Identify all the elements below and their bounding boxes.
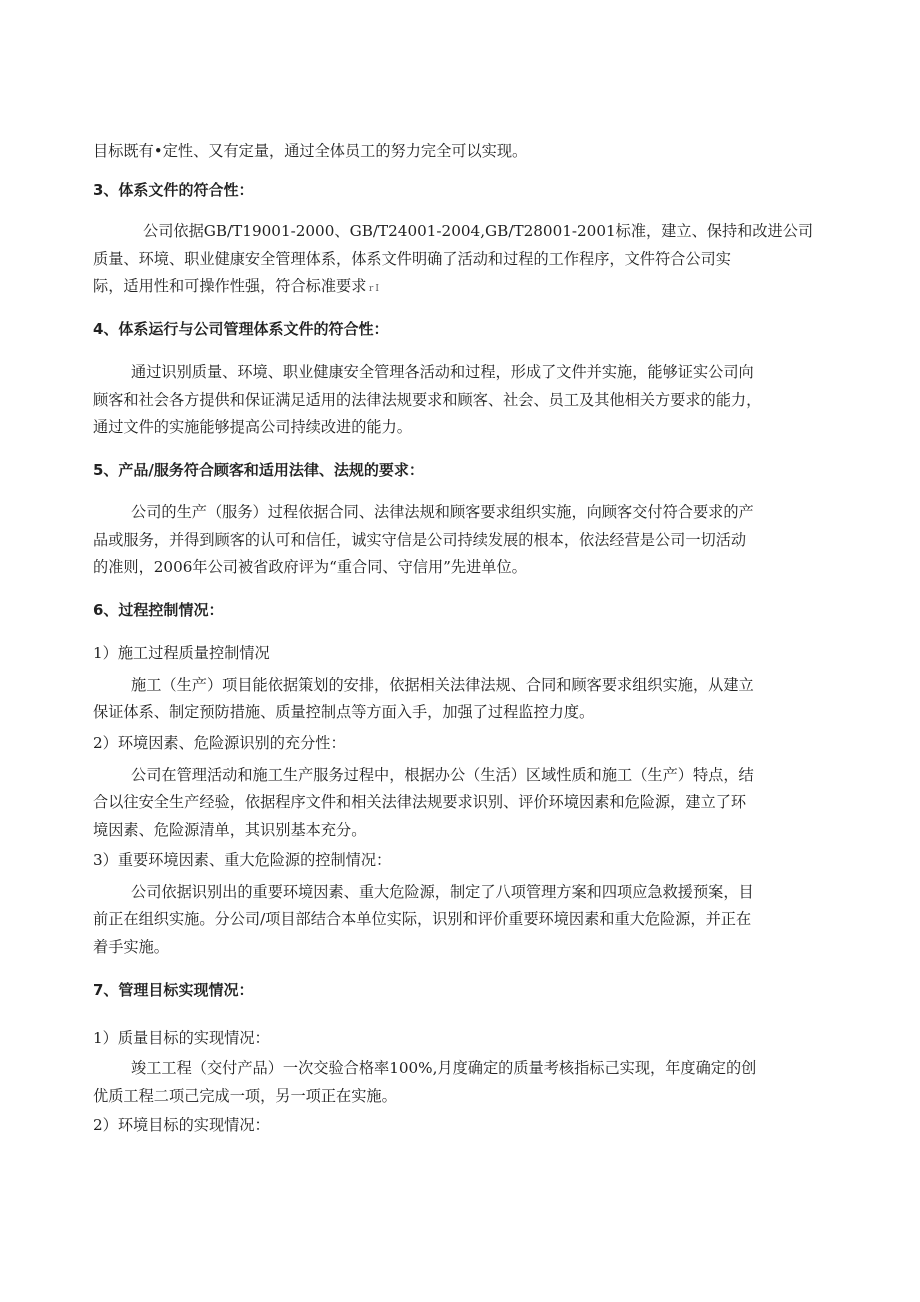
section-4-line-1: 通过识别质量、环境、职业健康安全管理各活动和过程，形成了文件并实施，能够证实公司向 — [131, 363, 754, 381]
intro-paragraph-line: 目标既有•定性、又有定量，通过全体员工的努力完全可以实现。 — [93, 142, 528, 160]
section-3-line-3-text: 际，适用性和可操作性强，符合标准要求 — [93, 277, 367, 295]
section-5-line-1: 公司的生产（服务）过程依据合同、法律法规和顾客要求组织实施，向顾客交付符合要求的产 — [131, 503, 754, 521]
section-6-heading: 6、过程控制情况： — [93, 601, 224, 619]
section-6-p3-line-2: 前正在组织实施。分公司/项目部结合本单位实际，识别和评价重要环境因素和重大危险源，并正在 — [93, 910, 752, 928]
section-4-heading: 4、体系运行与公司管理体系文件的符合性： — [93, 320, 389, 338]
section-5-line-2: 品或服务，并得到顾客的认可和信任，诚实守信是公司持续发展的根本，依法经营是公司一切活动 — [93, 531, 747, 549]
section-3-line-1: 公司依据GB/T19001-2000、GB/T24001-2004,GB/T28001-2001标准，建立、保持和改进公司 — [143, 222, 814, 240]
section-7-subheading-2: 2）环境目标的实现情况： — [93, 1116, 270, 1134]
section-7-heading: 7、管理目标实现情况： — [93, 981, 254, 999]
section-6-subheading-1: 1）施工过程质量控制情况 — [93, 644, 270, 662]
stray-mark: ｒI — [366, 284, 379, 294]
section-3-line-3 — [93, 276, 379, 299]
section-7-p1-line-2: 优质工程二项己完成一项，另一项正在实施。 — [93, 1087, 397, 1105]
section-6-p2-line-3: 境因素、危险源清单，其识别基本充分。 — [93, 821, 367, 839]
section-7-subheading-1: 1）质量目标的实现情况： — [93, 1029, 270, 1047]
section-6-subheading-3: 3）重要环境因素、重大危险源的控制情况： — [93, 851, 392, 869]
section-4-line-2: 顾客和社会各方提供和保证满足适用的法律法规要求和顾客、社会、员工及其他相关方要求的能力， — [93, 391, 762, 409]
section-6-p3-line-1: 公司依据识别出的重要环境因素、重大危险源，制定了八项管理方案和四项应急救援预案，目 — [131, 883, 754, 901]
section-3-heading: 3、体系文件的符合性： — [93, 181, 254, 199]
section-6-p2-line-1: 公司在管理活动和施工生产服务过程中，根据办公（生活）区域性质和施工（生产）特点，结 — [131, 766, 754, 784]
section-6-subheading-2: 2）环境因素、危险源识别的充分性： — [93, 734, 346, 752]
section-6-p2-line-2: 合以往安全生产经验，依据程序文件和相关法律法规要求识别、评价环境因素和危险源，建立了环 — [93, 793, 747, 811]
section-6-p3-line-3: 着手实施。 — [93, 938, 169, 956]
section-6-p1-line-1: 施工（生产）项目能依据策划的安排，依据相关法律法规、合同和顾客要求组织实施，从建立 — [131, 676, 754, 694]
section-6-p1-line-2: 保证体系、制定预防措施、质量控制点等方面入手，加强了过程监控力度。 — [93, 703, 595, 721]
section-5-line-3: 的准则，2006年公司被省政府评为“重合同、守信用”先进单位。 — [93, 558, 527, 576]
section-3-line-2: 质量、环境、职业健康安全管理体系，体系文件明确了活动和过程的工作程序，文件符合公司实 — [93, 250, 731, 268]
section-7-p1-line-1: 竣工工程（交付产品）一次交验合格率100%,月度确定的质量考核指标己实现，年度确定的创 — [131, 1059, 757, 1077]
section-4-line-3: 通过文件的实施能够提高公司持续改进的能力。 — [93, 418, 412, 436]
section-5-heading: 5、产品/服务符合顾客和适用法律、法规的要求： — [93, 461, 424, 479]
